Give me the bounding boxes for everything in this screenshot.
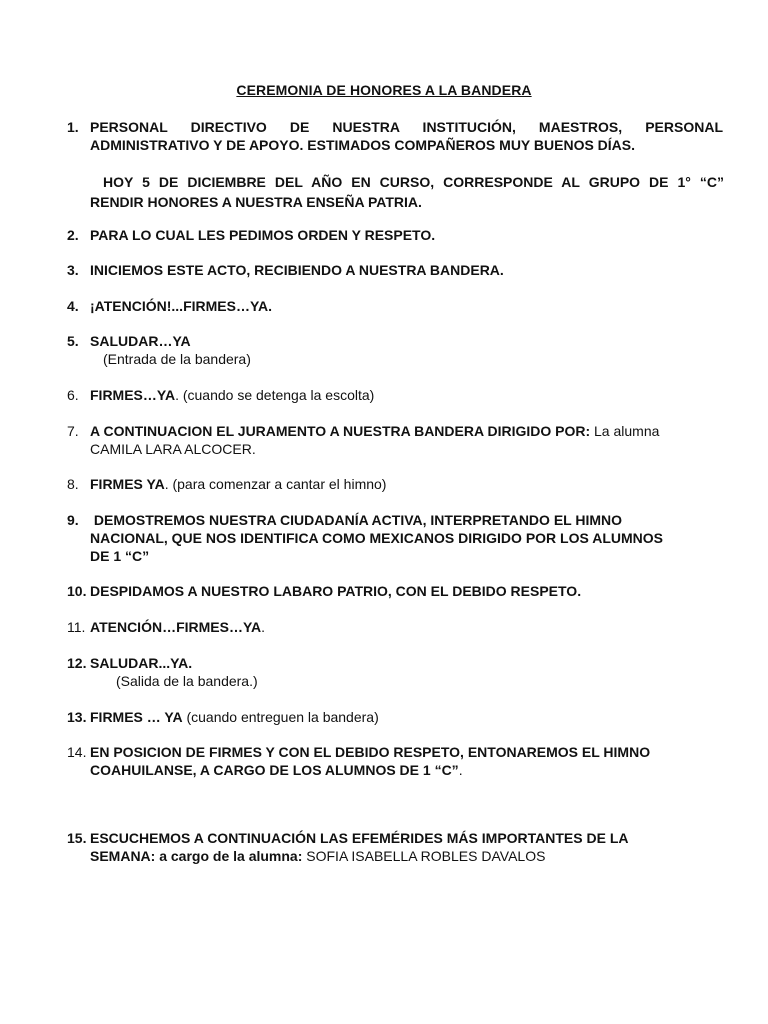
item-number: 11.	[67, 619, 86, 635]
item-text-line-1: PERSONAL DIRECTIVO DE NUESTRA INSTITUCIÓN, MAESTROS, PERSONAL	[90, 119, 723, 135]
item-text: ¡ATENCIÓN!...FIRMES…YA.	[90, 298, 273, 314]
list-item-15	[67, 829, 723, 865]
item-number: 15.	[67, 830, 87, 846]
paragraph-line-1: HOY 5 DE DICIEMBRE DEL AÑO EN CURSO, CORRESPONDE AL GRUPO DE 1° “C”	[103, 174, 724, 190]
list-item-13	[67, 708, 723, 726]
list-item-7	[67, 422, 723, 458]
list-item-6	[67, 386, 723, 404]
list-item-5	[67, 332, 723, 368]
item-text-line-2: CAMILA LARA ALCOCER.	[90, 441, 256, 457]
item-text-line-1: DEMOSTREMOS NUESTRA CIUDADANÍA ACTIVA, INTERPRETANDO EL HIMNO	[90, 512, 623, 528]
item-rest: .	[261, 619, 266, 635]
item-text: SALUDAR…YA	[90, 333, 191, 349]
item-number: 1.	[67, 119, 79, 135]
item-note: (Entrada de la bandera)	[103, 351, 251, 367]
item-rest: . (para comenzar a cantar el himno)	[164, 476, 387, 492]
item-text: FIRMES YA	[90, 476, 165, 492]
item-number: 3.	[67, 262, 79, 278]
item-text: PARA LO CUAL LES PEDIMOS ORDEN Y RESPETO.	[90, 227, 436, 243]
date-paragraph	[90, 172, 724, 212]
item-rest: (cuando entreguen la bandera)	[182, 709, 379, 725]
list-item-11	[67, 618, 723, 636]
item-text-line-3: DE 1 “C”	[90, 548, 150, 564]
list-item-12	[67, 654, 723, 690]
item-text: FIRMES … YA	[90, 709, 183, 725]
item-number: 8.	[67, 476, 79, 492]
list-item-1	[67, 118, 723, 154]
item-number: 2.	[67, 227, 79, 243]
item-rest: . (cuando se detenga la escolta)	[175, 387, 375, 403]
item-text-line-1: EN POSICION DE FIRMES Y CON EL DEBIDO RESPETO, ENTONAREMOS EL HIMNO	[90, 744, 651, 760]
item-number: 6.	[67, 387, 79, 403]
item-text-line-2: COAHUILANSE, A CARGO DE LOS ALUMNOS DE 1 “C”	[90, 762, 459, 778]
item-number: 4.	[67, 298, 79, 314]
list-item-9	[67, 511, 723, 565]
item-text-line-2: NACIONAL, QUE NOS IDENTIFICA COMO MEXICANOS DIRIGIDO POR LOS ALUMNOS	[90, 530, 663, 546]
item-text: FIRMES…YA	[90, 387, 176, 403]
item-number: 12.	[67, 655, 87, 671]
item-rest: La alumna	[590, 423, 660, 439]
paragraph-line-2: RENDIR HONORES A NUESTRA ENSEÑA PATRIA.	[90, 194, 422, 210]
list-item-14	[67, 743, 723, 779]
list-item-8	[67, 475, 723, 493]
item-number: 10.	[67, 583, 87, 599]
item-number: 9.	[67, 512, 79, 528]
list-item-2	[67, 226, 723, 244]
item-text: A CONTINUACION EL JURAMENTO A NUESTRA BANDERA DIRIGIDO POR:	[90, 423, 591, 439]
item-number: 14.	[67, 744, 87, 760]
item-number: 5.	[67, 333, 79, 349]
item-text-line-1: ESCUCHEMOS A CONTINUACIÓN LAS EFEMÉRIDES MÁS IMPORTANTES DE LA	[90, 830, 629, 846]
item-rest: SOFIA ISABELLA ROBLES DAVALOS	[302, 848, 546, 864]
item-text: ATENCIÓN…FIRMES…YA	[90, 619, 262, 635]
item-text-line-2: SEMANA: a cargo de la alumna:	[90, 848, 303, 864]
item-text: SALUDAR...YA.	[90, 655, 193, 671]
item-number: 13.	[67, 709, 87, 725]
document-title: CEREMONIA DE HONORES A LA BANDERA	[236, 82, 532, 98]
list-item-4	[67, 297, 723, 315]
item-rest: .	[458, 762, 463, 778]
list-item-10	[67, 582, 723, 600]
item-text: DESPIDAMOS A NUESTRO LABARO PATRIO, CON EL DEBIDO RESPETO.	[90, 583, 582, 599]
list-item-3	[67, 261, 723, 279]
item-text-line-2: ADMINISTRATIVO Y DE APOYO. ESTIMADOS COMPAÑEROS MUY BUENOS DÍAS.	[90, 137, 636, 153]
item-text: INICIEMOS ESTE ACTO, RECIBIENDO A NUESTRA BANDERA.	[90, 262, 504, 278]
item-number: 7.	[67, 423, 79, 439]
item-note: (Salida de la bandera.)	[116, 673, 258, 689]
